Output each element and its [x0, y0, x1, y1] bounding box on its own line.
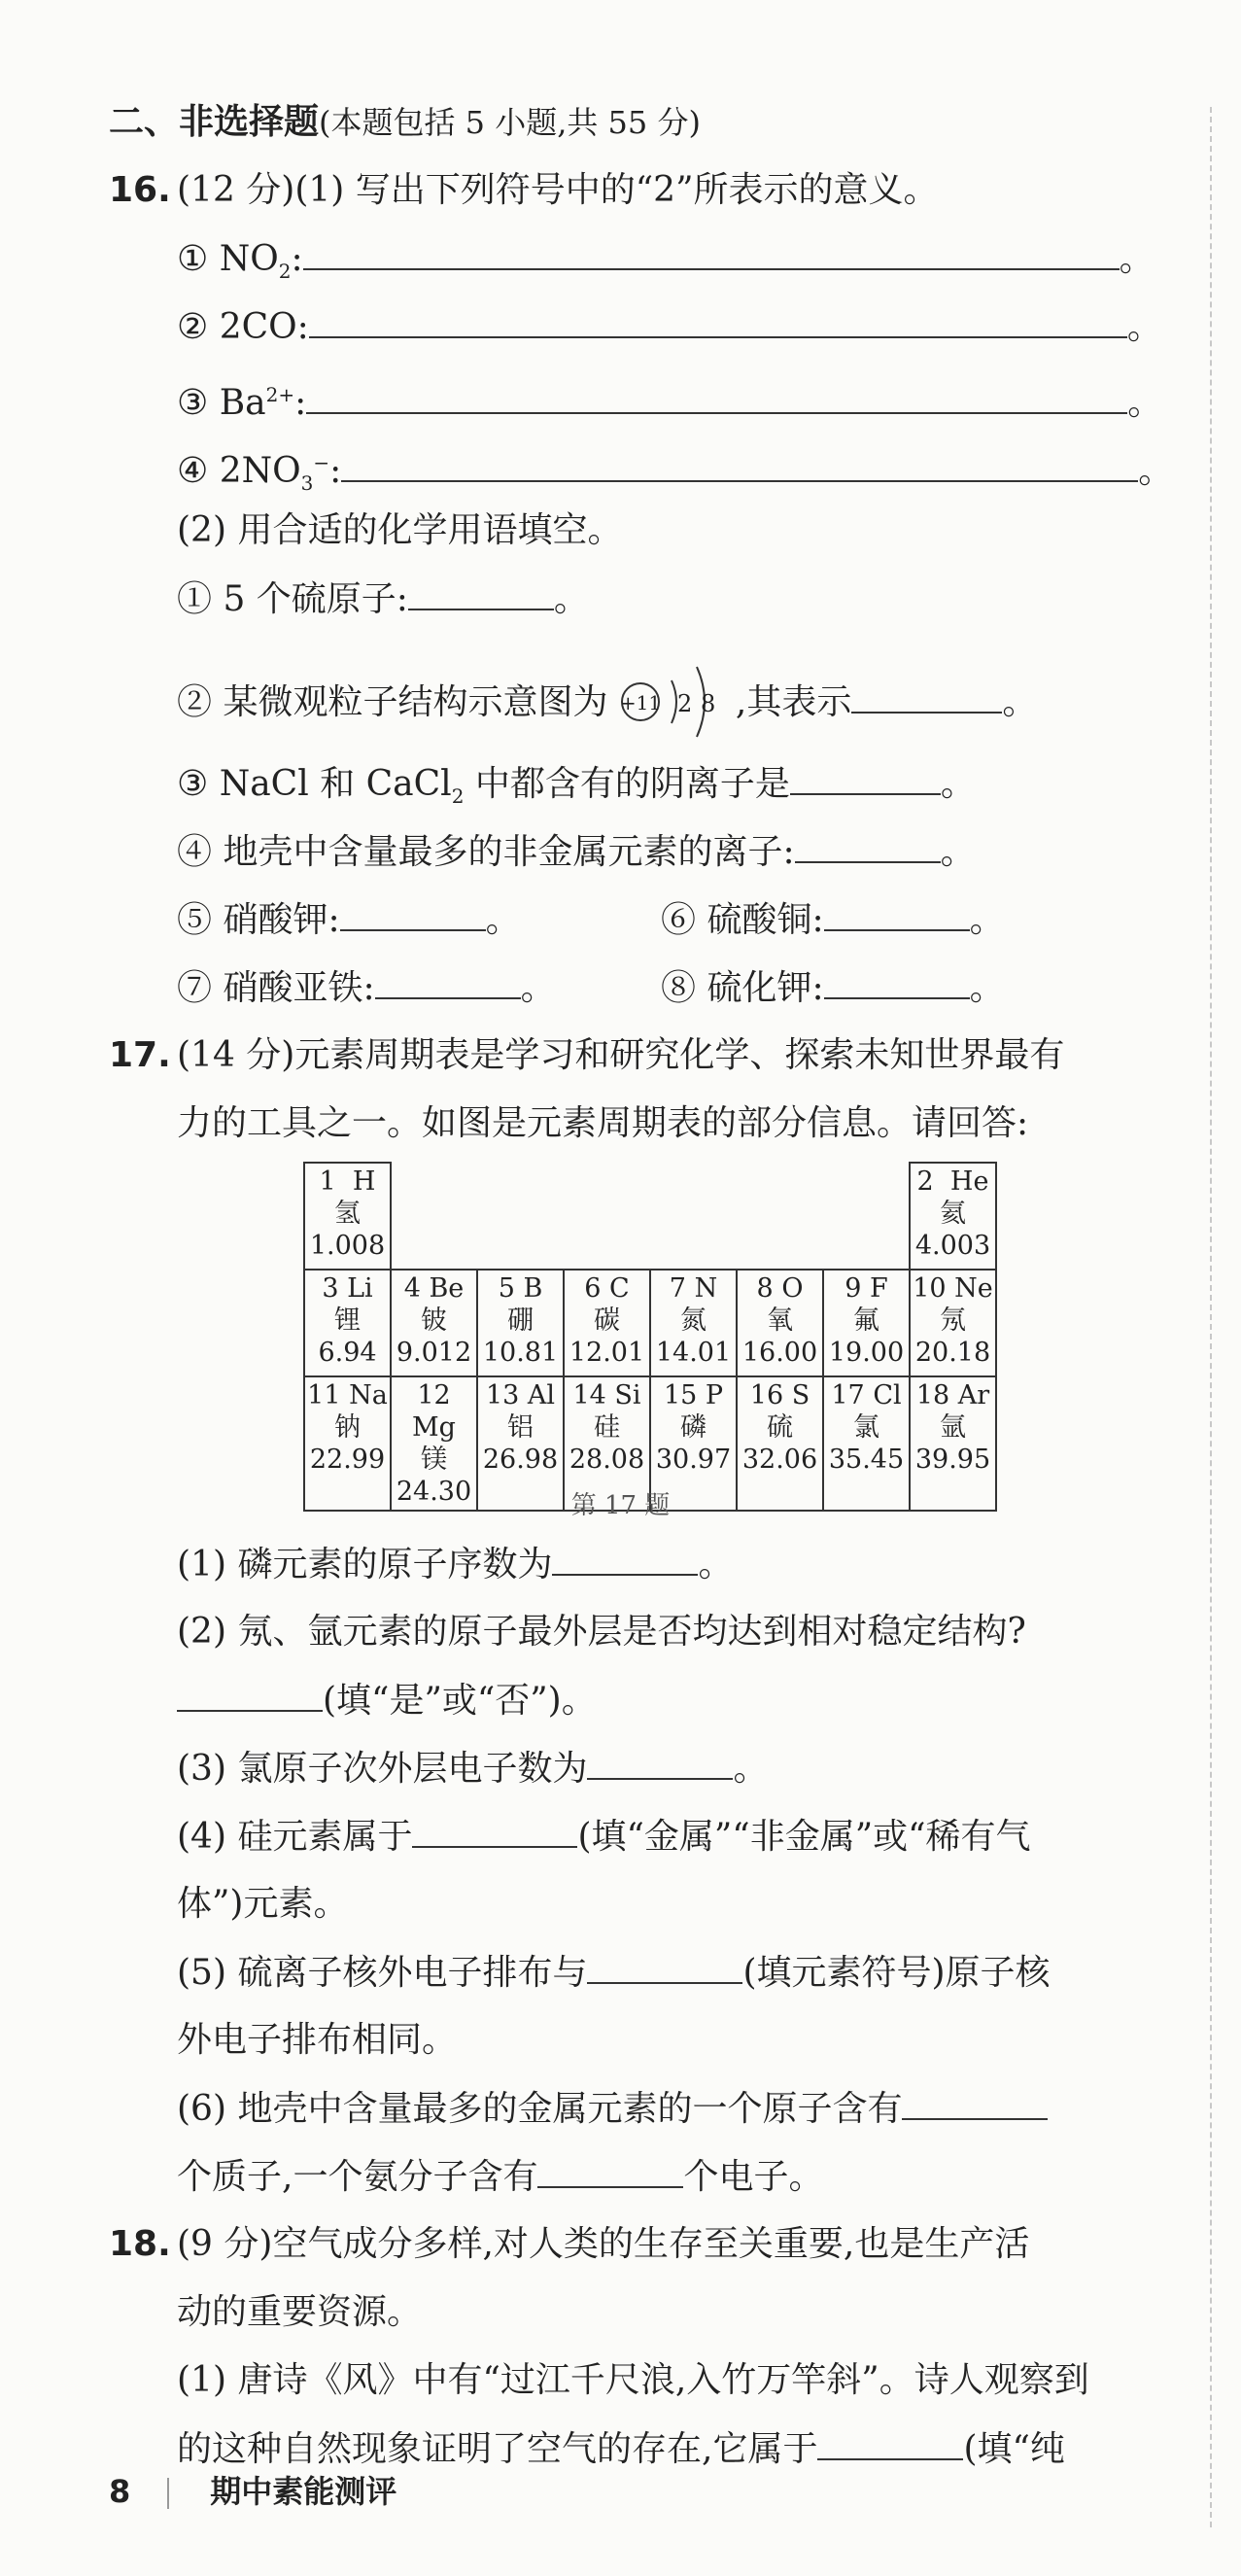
q16-item-4-sup: −	[313, 451, 330, 474]
q16-p2-item-4-label: ④ 地壳中含量最多的非金属元素的离子:	[177, 832, 795, 872]
end-mark: 。	[940, 764, 976, 804]
q17-sub-6-text: (6) 地壳中含量最多的金属元素的一个原子含有	[177, 2089, 903, 2129]
q18-sub-1-line-2	[177, 2425, 1065, 2473]
q16-item-1-sub: 2	[278, 260, 292, 284]
end-mark: 。	[698, 1545, 734, 1584]
q17-sub-4-line-1	[177, 1813, 1031, 1861]
q18-sub-1-text-a: 的这种自然现象证明了空气的存在,它属于	[177, 2429, 818, 2469]
q17-sub-6-text-a: 个质子,一个氨分子含有	[177, 2157, 538, 2197]
q16-p2-item-3-sub: 2	[451, 784, 465, 809]
q16-item-1-label: ① NO	[177, 239, 279, 279]
answer-blank[interactable]	[587, 1949, 742, 1984]
end-mark: 。	[969, 900, 1005, 940]
q16-item-4-label: ④ 2NO	[177, 451, 301, 491]
end-mark: 。	[1138, 451, 1174, 491]
q16-item-3-tail: :	[294, 383, 307, 423]
element-cell: 12 Mg 镁 24.30	[391, 1376, 477, 1511]
question-17-line-2: 力的工具之一。如图是元素周期表的部分信息。请回答:	[177, 1103, 1029, 1143]
answer-blank[interactable]	[902, 2085, 1048, 2120]
q16-p2-item-2-prefix: ② 某微观粒子结构示意图为	[177, 682, 608, 722]
periodic-row-2	[304, 1270, 996, 1376]
footer-title: 期中素能测评	[210, 2473, 397, 2510]
question-18-line-1: (9 分)空气成分多样,对人类的生存至关重要,也是生产活	[177, 2224, 1030, 2264]
q17-sub-2-line-2	[177, 1677, 597, 1724]
element-cell: 7 N 氮 14.01	[650, 1270, 737, 1376]
answer-blank[interactable]	[340, 896, 486, 931]
element-cell: 16 S 硫 32.06	[737, 1376, 823, 1511]
q16-p2-item-2	[177, 661, 1037, 748]
element-cell: 9 F 氟 19.00	[823, 1270, 910, 1376]
end-mark: 。	[1126, 307, 1162, 347]
element-cell: 17 Cl 氯 35.45	[823, 1376, 910, 1511]
end-mark: 。	[485, 900, 521, 940]
q17-sub-5-text-b: (填元素符号)原子核	[742, 1953, 1051, 1993]
q16-p2-item-1-label: ① 5 个硫原子:	[177, 579, 408, 619]
page-edge-dashed-line	[1210, 107, 1212, 2527]
answer-blank[interactable]	[303, 235, 1120, 270]
element-cell-he: 2 He 氦 4.003	[910, 1163, 996, 1270]
q18-sub-1-line-1: (1) 唐诗《风》中有“过江千尺浪,入竹万竿斜”。诗人观察到	[177, 2360, 1089, 2400]
atom-shell2-label: 8	[700, 690, 716, 717]
section-note: (本题包括 5 小题,共 55 分)	[319, 104, 701, 141]
element-cell: 15 P 磷 30.97	[650, 1376, 737, 1511]
q16-item-4-tail: :	[329, 451, 342, 491]
element-cell-h: 1 H 氢 1.008	[304, 1163, 391, 1270]
end-mark: 。	[520, 968, 556, 1008]
q17-sub-6-line-1	[177, 2085, 1048, 2133]
q16-p2-item-5	[177, 896, 521, 944]
q16-part2-intro: (2) 用合适的化学用语填空。	[177, 510, 623, 550]
answer-blank[interactable]	[177, 1677, 323, 1712]
answer-blank[interactable]	[824, 896, 970, 931]
q16-p2-item-6-label: ⑥ 硫酸铜:	[661, 900, 824, 940]
q17-sub-4-text-a: (4) 硅元素属于	[177, 1817, 413, 1857]
question-18-line-2: 动的重要资源。	[177, 2292, 423, 2332]
element-cell: 8 O 氧 16.00	[737, 1270, 823, 1376]
answer-blank[interactable]	[795, 828, 941, 863]
answer-blank[interactable]	[824, 964, 970, 999]
q16-p2-item-6	[661, 896, 1005, 944]
q17-sub-5-line-2: 外电子排布相同。	[177, 2020, 458, 2060]
answer-blank[interactable]	[537, 2153, 683, 2188]
q16-item-1-tail: :	[291, 239, 303, 279]
end-mark: 。	[969, 968, 1005, 1008]
q17-sub-3	[177, 1745, 768, 1793]
end-mark: 。	[1127, 383, 1163, 423]
q16-p2-item-5-label: ⑤ 硝酸钾:	[177, 900, 340, 940]
q16-p2-item-3-prefix: ③ NaCl 和 CaCl	[177, 764, 452, 804]
question-17-number: 17.	[109, 1035, 171, 1075]
q17-sub-2-line-2-text: (填“是”或“否”)。	[323, 1681, 597, 1721]
q17-sub-5-line-1	[177, 1949, 1051, 1997]
periodic-row-1	[304, 1163, 996, 1270]
q16-p2-item-8-label: ⑧ 硫化钾:	[661, 968, 824, 1008]
q16-p2-item-7-label: ⑦ 硝酸亚铁:	[177, 968, 375, 1008]
question-17-line-1: (14 分)元素周期表是学习和研究化学、探索未知世界最有	[177, 1035, 1065, 1075]
q18-sub-1-text-b: (填“纯	[963, 2429, 1065, 2469]
question-16-number: 16.	[109, 170, 171, 210]
q16-p2-item-8	[661, 964, 1005, 1012]
element-cell: 3 Li 锂 6.94	[304, 1270, 391, 1376]
footer-divider	[167, 2478, 169, 2509]
question-18-number: 18.	[109, 2224, 171, 2264]
element-cell: 6 C 碳 12.01	[564, 1270, 650, 1376]
periodic-table	[303, 1162, 997, 1512]
q17-sub-6-line-2	[177, 2153, 823, 2201]
answer-blank[interactable]	[375, 964, 521, 999]
end-mark: 。	[940, 832, 976, 872]
element-cell: 13 Al 铝 26.98	[477, 1376, 564, 1511]
q16-p2-item-4	[177, 828, 976, 876]
answer-blank[interactable]	[587, 1745, 733, 1780]
q16-item-3	[177, 371, 1162, 427]
element-cell: 4 Be 铍 9.012	[391, 1270, 477, 1376]
end-mark: 。	[553, 579, 589, 619]
q16-item-3-sup: 2+	[265, 383, 295, 406]
answer-blank[interactable]	[306, 379, 1127, 414]
section-title: 二、非选择题	[109, 102, 320, 142]
q17-sub-1	[177, 1541, 733, 1588]
q16-p2-item-3-suffix: 中都含有的阴离子是	[464, 764, 790, 804]
q16-p2-item-1	[177, 575, 589, 623]
q17-sub-4-text-b: (填“金属”“非金属”或“稀有气	[577, 1817, 1031, 1857]
page-footer	[109, 2467, 396, 2512]
answer-blank[interactable]	[341, 447, 1138, 482]
q17-sub-6-text-b: 个电子。	[683, 2157, 824, 2197]
q16-item-3-label: ③ Ba	[177, 383, 266, 423]
element-cell: 5 B 硼 10.81	[477, 1270, 564, 1376]
atom-nucleus-label: +11	[619, 691, 662, 714]
q17-sub-5-text-a: (5) 硫离子核外电子排布与	[177, 1953, 588, 1993]
q16-item-2	[177, 303, 1162, 351]
atom-structure-diagram	[619, 661, 736, 748]
element-cell: 14 Si 硅 28.08	[564, 1376, 650, 1511]
answer-blank[interactable]	[851, 679, 1002, 714]
table-caption: 第 17 题	[570, 1491, 671, 1520]
end-mark: 。	[1119, 239, 1155, 279]
question-16-intro: (12 分)(1) 写出下列符号中的“2”所表示的意义。	[177, 170, 939, 210]
q16-item-1	[177, 235, 1155, 295]
element-cell: 11 Na 钠 22.99	[304, 1376, 391, 1511]
atom-shell1-label: 2	[676, 690, 693, 717]
end-mark: 。	[733, 1749, 769, 1789]
q16-p2-item-3	[177, 760, 976, 819]
q17-sub-1-label: (1) 磷元素的原子序数为	[177, 1545, 553, 1584]
q16-item-2-label: ② 2CO:	[177, 307, 309, 347]
q17-sub-3-label: (3) 氯原子次外层电子数为	[177, 1749, 588, 1789]
q16-p2-item-7	[177, 964, 556, 1012]
answer-blank[interactable]	[552, 1541, 698, 1576]
q17-sub-4-line-2: 体”)元素。	[177, 1884, 349, 1924]
q16-item-4-sub: 3	[300, 471, 314, 496]
q16-item-4	[177, 439, 1173, 506]
element-cell: 10 Ne 氖 20.18	[910, 1270, 996, 1376]
answer-blank[interactable]	[408, 575, 554, 610]
answer-blank[interactable]	[309, 303, 1127, 338]
element-cell: 18 Ar 氩 39.95	[910, 1376, 996, 1511]
end-mark: 。	[1002, 682, 1038, 722]
q16-p2-item-2-suffix: ,其表示	[735, 682, 852, 722]
section-header	[109, 99, 701, 146]
answer-blank[interactable]	[412, 1813, 577, 1848]
answer-blank[interactable]	[790, 760, 941, 795]
q17-sub-2-line-1: (2) 氖、氩元素的原子最外层是否均达到相对稳定结构?	[177, 1612, 1026, 1652]
answer-blank[interactable]	[817, 2425, 963, 2460]
page-number: 8	[109, 2473, 131, 2510]
